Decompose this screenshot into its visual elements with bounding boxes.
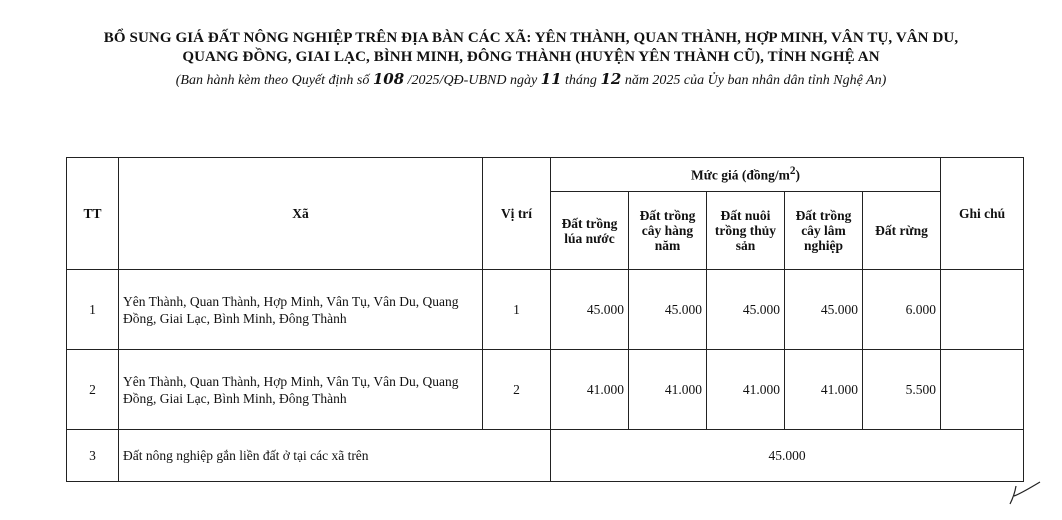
- header-hangnam: Đất trồng cây hàng năm: [629, 192, 707, 270]
- cell-lua: 41.000: [551, 350, 629, 430]
- price-group-sup: 2: [789, 165, 796, 178]
- signature-mark-icon: [1004, 478, 1044, 508]
- cell-last-label: Đất nông nghiệp gắn liền đất ở tại các xã trên: [119, 430, 551, 482]
- decision-month: 12: [600, 70, 622, 88]
- decision-number: 108: [372, 70, 405, 88]
- header-price-group: [551, 158, 941, 192]
- cell-tt: 3: [67, 430, 119, 482]
- header-tt: TT: [67, 158, 119, 270]
- cell-vitri: 2: [483, 350, 551, 430]
- cell-tt: 2: [67, 350, 119, 430]
- table-row: [67, 350, 1024, 430]
- subtitle-part-b: /2025/QĐ-UBND ngày: [404, 73, 541, 88]
- subtitle-part-c: tháng: [561, 73, 601, 88]
- price-table: [66, 157, 1024, 482]
- header-ghichu: Ghi chú: [941, 158, 1024, 270]
- cell-rung: 6.000: [863, 270, 941, 350]
- subtitle-part-d: năm 2025 của Ủy ban nhân dân tỉnh Nghệ An): [621, 73, 887, 88]
- price-group-label: Mức giá (đồng/m: [691, 167, 790, 183]
- header-lamnghiep: Đất trồng cây lâm nghiệp: [785, 192, 863, 270]
- cell-last-value: 45.000: [551, 430, 1024, 482]
- cell-xa: Yên Thành, Quan Thành, Hợp Minh, Vân Tụ, Vân Du, Quang Đồng, Giai Lạc, Bình Minh, Đông Thành: [119, 270, 483, 350]
- document-title-line-1: BỔ SUNG GIÁ ĐẤT NÔNG NGHIỆP TRÊN ĐỊA BÀN CÁC XÃ: YÊN THÀNH, QUAN THÀNH, HỢP MINH, VÂN TỤ, VÂN DU,: [103, 30, 959, 46]
- decision-day: 11: [540, 70, 562, 88]
- document-title-line-2: QUANG ĐỒNG, GIAI LẠC, BÌNH MINH, ĐÔNG THÀNH (HUYỆN YÊN THÀNH CŨ), TỈNH NGHỆ AN: [182, 49, 880, 65]
- table-header-row: [67, 158, 1024, 192]
- cell-lamnghiep: 45.000: [785, 270, 863, 350]
- document-subtitle: [0, 70, 1062, 89]
- header-lua: Đất trồng lúa nước: [551, 192, 629, 270]
- cell-tt: 1: [67, 270, 119, 350]
- cell-rung: 5.500: [863, 350, 941, 430]
- cell-thuysan: 41.000: [707, 350, 785, 430]
- table-row: [67, 270, 1024, 350]
- cell-lua: 45.000: [551, 270, 629, 350]
- cell-ghichu: [941, 350, 1024, 430]
- cell-hangnam: 45.000: [629, 270, 707, 350]
- subtitle-part-a: (Ban hành kèm theo Quyết định số: [175, 73, 373, 88]
- header-xa: Xã: [119, 158, 483, 270]
- table-row: [67, 430, 1024, 482]
- cell-hangnam: 41.000: [629, 350, 707, 430]
- cell-thuysan: 45.000: [707, 270, 785, 350]
- price-group-close: ): [795, 167, 800, 183]
- header-vitri: Vị trí: [483, 158, 551, 270]
- header-thuysan: Đất nuôi trồng thủy sản: [707, 192, 785, 270]
- cell-lamnghiep: 41.000: [785, 350, 863, 430]
- header-rung: Đất rừng: [863, 192, 941, 270]
- cell-vitri: 1: [483, 270, 551, 350]
- cell-ghichu: [941, 270, 1024, 350]
- cell-xa: Yên Thành, Quan Thành, Hợp Minh, Vân Tụ, Vân Du, Quang Đồng, Giai Lạc, Bình Minh, Đông Thành: [119, 350, 483, 430]
